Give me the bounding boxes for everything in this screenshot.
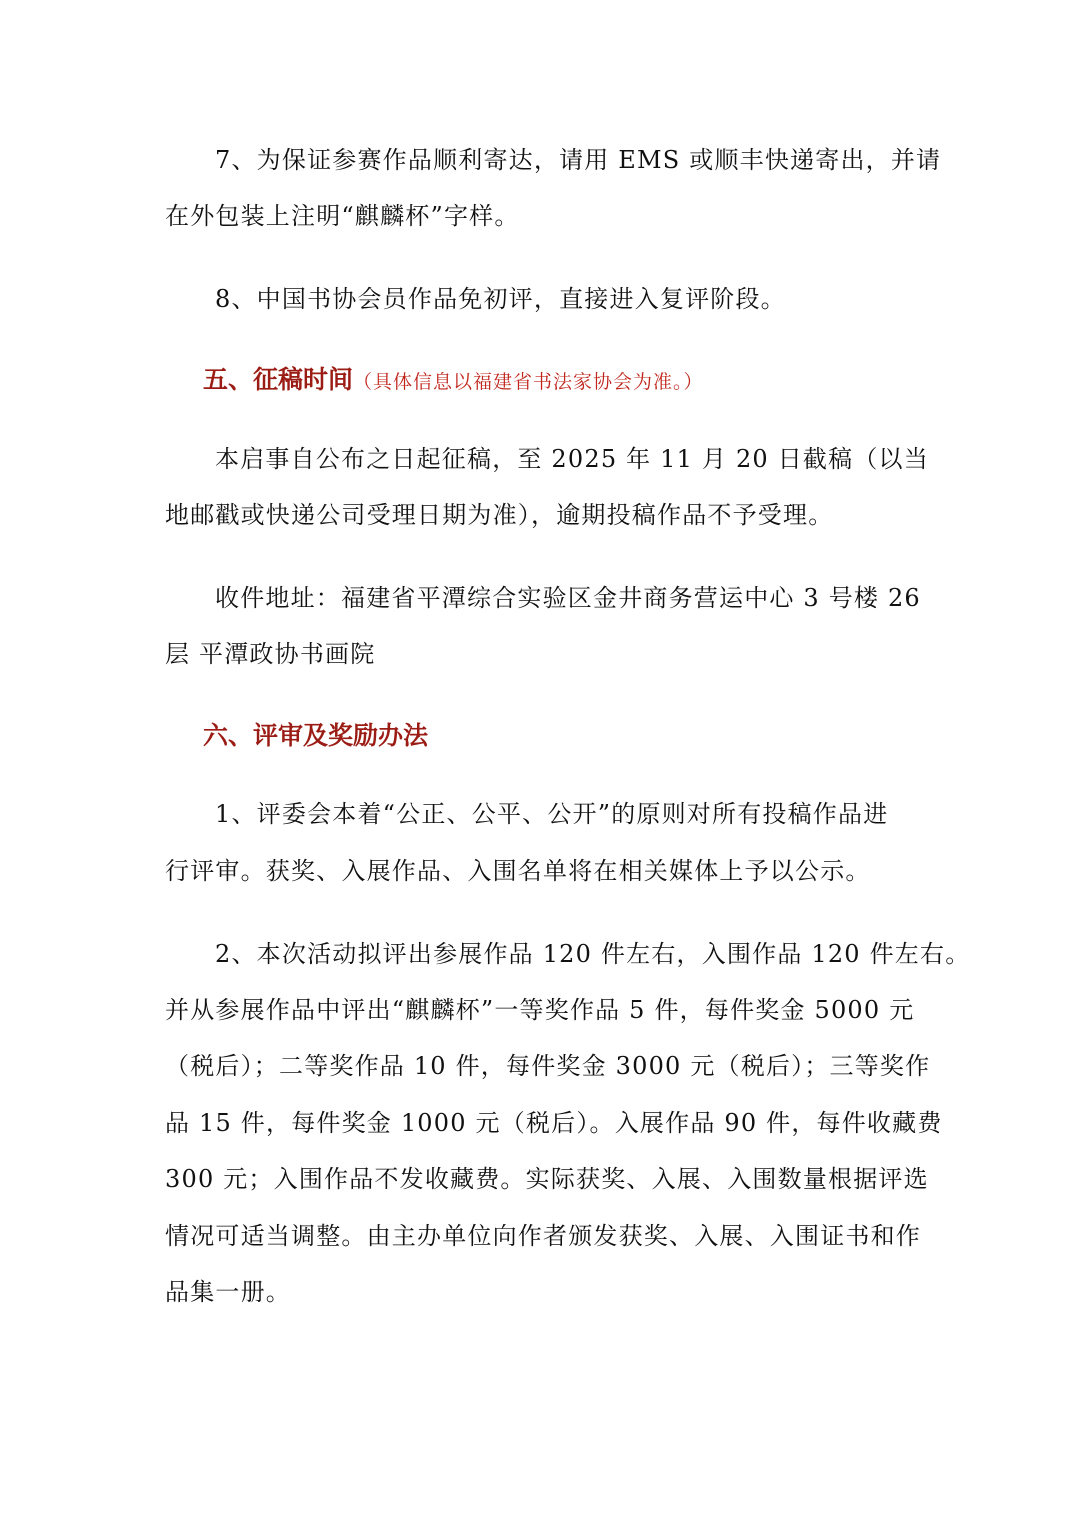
section-five-title: 五、征稿时间 bbox=[203, 365, 354, 394]
item-7-line-1: 7、为保证参赛作品顺利寄达，请用 EMS 或顺丰快递寄出，并请 bbox=[215, 146, 942, 174]
section-six-heading: 六、评审及奖励办法 bbox=[203, 721, 429, 750]
section-five-heading bbox=[203, 365, 704, 397]
address-paragraph-line-1: 收件地址：福建省平潭综合实验区金井商务营运中心 3 号楼 26 bbox=[215, 584, 921, 612]
review-item-2-line-1: 2、本次活动拟评出参展作品 120 件左右，入围作品 120 件左右。 bbox=[215, 940, 971, 968]
review-item-2-line-7: 品集一册。 bbox=[165, 1278, 291, 1306]
review-item-2-line-3: （税后）；二等奖作品 10 件，每件奖金 3000 元（税后）；三等奖作 bbox=[165, 1052, 931, 1080]
item-8-line-1: 8、中国书协会员作品免初评，直接进入复评阶段。 bbox=[215, 285, 786, 313]
review-item-2-line-2: 并从参展作品中评出“麒麟杯”一等奖作品 5 件，每件奖金 5000 元 bbox=[165, 996, 915, 1024]
deadline-paragraph-line-1: 本启事自公布之日起征稿，至 2025 年 11 月 20 日截稿（以当 bbox=[215, 445, 929, 473]
review-item-2-line-4: 品 15 件，每件奖金 1000 元（税后）。入展作品 90 件，每件收藏费 bbox=[165, 1109, 943, 1137]
item-7-line-2: 在外包装上注明“麒麟杯”字样。 bbox=[165, 202, 520, 230]
review-item-2-line-6: 情况可适当调整。由主办单位向作者颁发获奖、入展、入围证书和作 bbox=[165, 1222, 921, 1250]
section-five-note: （具体信息以福建省书法家协会为准。） bbox=[353, 371, 704, 393]
review-item-2-line-5: 300 元；入围作品不发收藏费。实际获奖、入展、入围数量根据评选 bbox=[165, 1165, 929, 1193]
review-item-1-line-2: 行评审。获奖、入展作品、入围名单将在相关媒体上予以公示。 bbox=[165, 857, 871, 885]
review-item-1-line-1: 1、评委会本着“公正、公平、公开”的原则对所有投稿作品进 bbox=[215, 800, 889, 828]
address-paragraph-line-2: 层 平潭政协书画院 bbox=[165, 640, 376, 668]
deadline-paragraph-line-2: 地邮戳或快递公司受理日期为准），逾期投稿作品不予受理。 bbox=[165, 501, 834, 529]
